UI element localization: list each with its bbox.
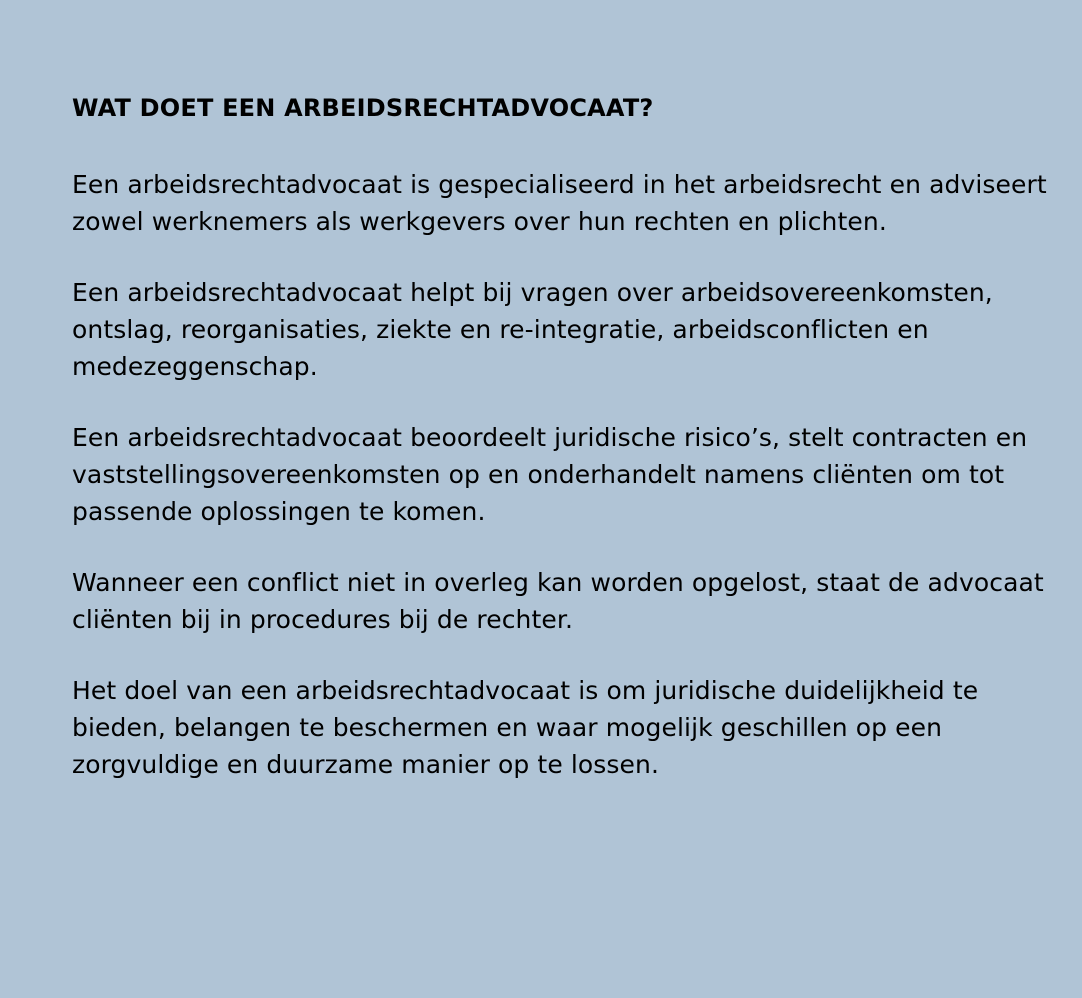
paragraph-goal: Het doel van een arbeidsrechtadvocaat is om juridische duidelijkheid te bieden, belangen te beschermen en waar mogelijk geschillen op een zorgvuldige en duurzame manier op te lossen. [72, 676, 979, 779]
article [72, 90, 1062, 783]
page-title: WAT DOET EEN ARBEIDSRECHTADVOCAAT? [72, 94, 654, 122]
paragraph-intro: Een arbeidsrechtadvocaat is gespecialiseerd in het arbeidsrecht en adviseert zowel werknemers als werkgevers over hun rechten en plichten. [72, 170, 1047, 236]
paragraph-topics: Een arbeidsrechtadvocaat helpt bij vragen over arbeidsovereenkomsten, ontslag, reorganisaties, ziekte en re-integratie, arbeidsconflicten en medezeggenschap. [72, 278, 993, 381]
paragraph-procedures: Wanneer een conflict niet in overleg kan worden opgelost, staat de advocaat cliënten bij in procedures bij de rechter. [72, 568, 1044, 634]
paragraph-tasks: Een arbeidsrechtadvocaat beoordeelt juridische risico’s, stelt contracten en vaststellingsovereenkomsten op en onderhandelt namens cliënten om tot passende oplossingen te komen. [72, 423, 1028, 526]
